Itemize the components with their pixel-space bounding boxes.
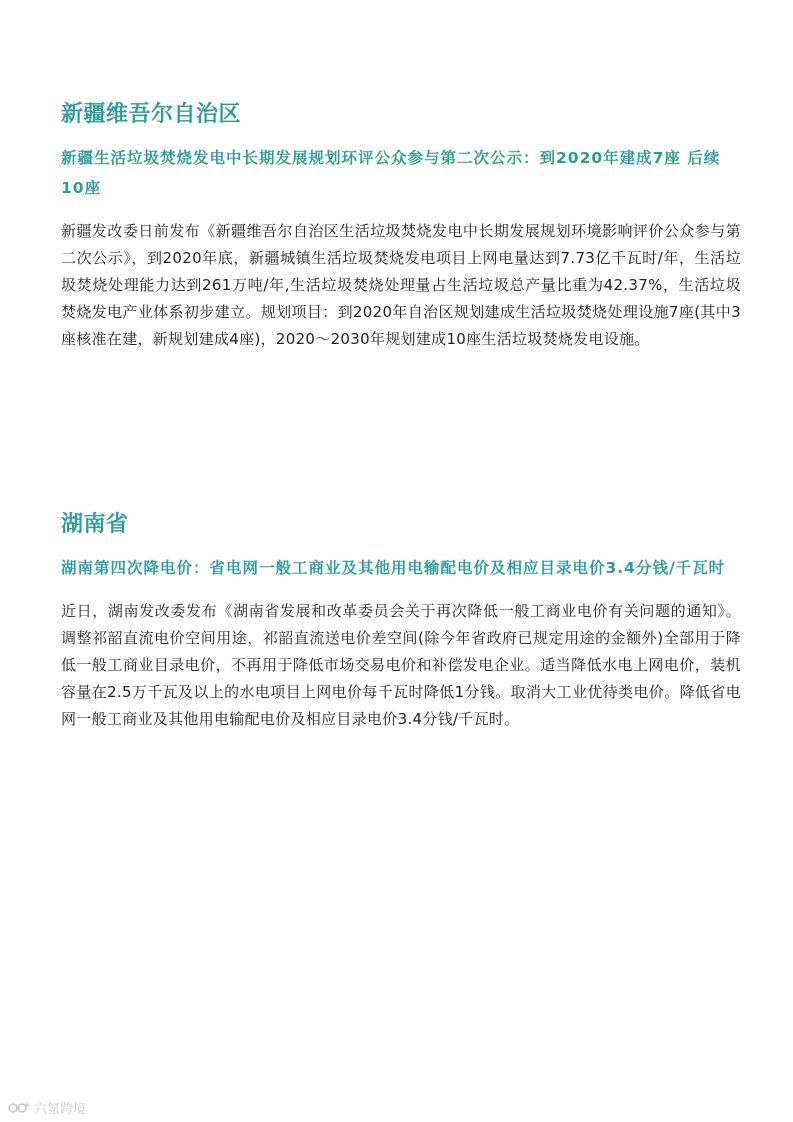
- region-title: 湖南省: [61, 512, 129, 537]
- watermark: [8, 1098, 86, 1117]
- brand-logo-icon: [8, 1101, 30, 1115]
- region-title: 新疆维吾尔自治区: [61, 102, 242, 127]
- article-headline: 湖南第四次降电价：省电网一般工商业及其他用电输配电价及相应目录电价3.4分钱/千瓦时: [61, 559, 726, 577]
- news-section-xinjiang: [61, 100, 741, 353]
- article-body: 近日，湖南发改委发布《湖南省发展和改革委员会关于再次降低一般工商业电价有关问题的通知》。调整祁韶直流电价空间用途，祁韶直流送电价差空间(除今年省政府已规定用途的金额外)全部用于降低一般工商业目录电价，不再用于降低市场交易电价和补偿发电企业。适当降低水电上网电价，装机容量在2.5万千瓦及以上的水电项目上网电价每千瓦时降低1分钱。取消大工业优待类电价。降低省电网一般工商业及其他用电输配电价及相应目录电价3.4分钱/千瓦时。: [61, 602, 741, 728]
- news-section-hunan: [61, 510, 741, 733]
- article-body: 新疆发改委日前发布《新疆维吾尔自治区生活垃圾焚烧发电中长期发展规划环境影响评价公众参与第二次公示》，到2020年底，新疆城镇生活垃圾焚烧发电项目上网电量达到7.73亿千瓦时/年，生活垃圾焚烧处理能力达到261万吨/年,生活垃圾焚烧处理量占生活垃圾总产量比重为42.37%，生活垃圾焚烧发电产业体系初步建立。规划项目：到2020年自治区规划建成生活垃圾焚烧处理设施7座(其中3座核准在建，新规划建成4座)，2020～2030年规划建成10座生活垃圾焚烧发电设施。: [61, 222, 741, 348]
- watermark-text: 六氪跨境: [34, 1102, 87, 1117]
- article-headline: 新疆生活垃圾焚烧发电中长期发展规划环评公众参与第二次公示：到2020年建成7座 后续10座: [61, 149, 721, 197]
